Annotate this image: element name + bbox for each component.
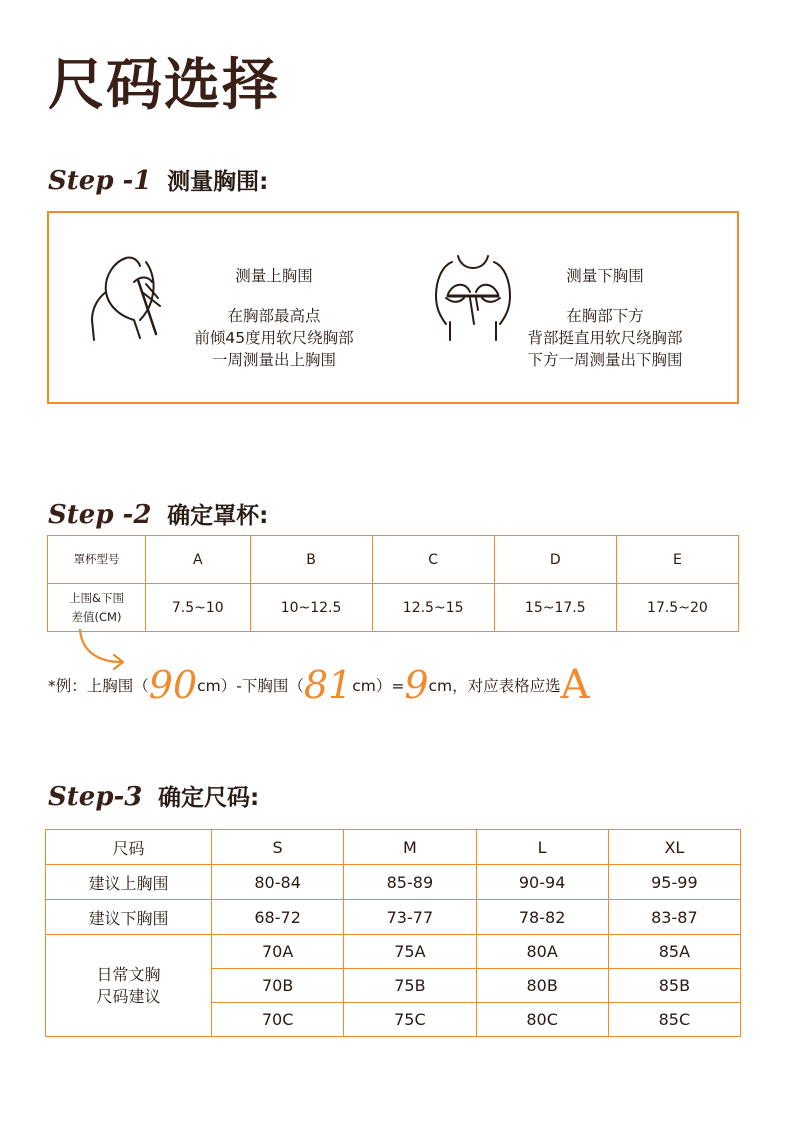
lower-bust-line: 在胸部下方	[566, 307, 644, 325]
step1-heading	[48, 168, 268, 194]
lower-bust-label: 建议下胸围	[46, 900, 212, 935]
step3-title: 确定尺码:	[158, 785, 260, 811]
page-title: 尺码选择	[48, 53, 280, 118]
size-cell: 85-89	[344, 865, 476, 900]
size-header-cell: XL	[608, 830, 740, 865]
diff-cell: 12.5~15	[372, 584, 494, 632]
cup-example	[48, 662, 590, 708]
diff-row-label	[48, 584, 146, 632]
size-cell: 80B	[476, 969, 608, 1003]
size-cell: 80C	[476, 1003, 608, 1037]
size-header-cell: S	[212, 830, 344, 865]
example-lower-value: 81	[303, 663, 353, 707]
upper-bust-label: 建议上胸围	[46, 865, 212, 900]
diff-cell: 17.5~20	[616, 584, 738, 632]
upper-bust-instructions	[174, 265, 374, 371]
diff-cell: 10~12.5	[250, 584, 372, 632]
size-cell: 80-84	[212, 865, 344, 900]
step3-label: Step-3	[48, 782, 143, 812]
step3-heading	[48, 784, 259, 810]
table-row	[46, 900, 741, 935]
step2-label: Step -2	[48, 500, 152, 530]
step2-title: 确定罩杯:	[167, 503, 269, 529]
lower-bust-illustration-icon	[430, 252, 516, 344]
cup-cell: D	[494, 536, 616, 584]
diff-cell: 7.5~10	[146, 584, 251, 632]
example-mid1: cm）-下胸围（	[197, 677, 304, 695]
table-row	[46, 830, 741, 865]
table-row	[46, 865, 741, 900]
size-header-cell: M	[344, 830, 476, 865]
step1-title: 测量胸围:	[167, 169, 269, 195]
size-cell: 83-87	[608, 900, 740, 935]
size-header-cell: 尺码	[46, 830, 212, 865]
size-cell: 68-72	[212, 900, 344, 935]
lower-bust-heading: 测量下胸围	[566, 267, 644, 285]
cup-cell: B	[250, 536, 372, 584]
size-header-cell: L	[476, 830, 608, 865]
example-cup: A	[560, 662, 590, 708]
size-cell: 75B	[344, 969, 476, 1003]
size-cell: 95-99	[608, 865, 740, 900]
lower-bust-instructions	[505, 265, 705, 371]
diff-cell: 15~17.5	[494, 584, 616, 632]
upper-bust-line: 前倾45度用软尺绕胸部	[194, 329, 354, 347]
upper-bust-illustration-icon	[86, 250, 178, 346]
size-cell: 70C	[212, 1003, 344, 1037]
size-cell: 85C	[608, 1003, 740, 1037]
upper-bust-line: 在胸部最高点	[227, 307, 321, 325]
upper-bust-heading: 测量上胸围	[235, 267, 313, 285]
daily-label-line: 尺码建议	[96, 986, 161, 1006]
step1-label: Step -1	[48, 166, 152, 196]
diff-label-line: 差值(CM)	[71, 609, 122, 624]
diff-label-line: 上围&下围	[69, 590, 124, 605]
daily-label-line: 日常文胸	[96, 964, 161, 984]
size-cell: 70A	[212, 935, 344, 969]
size-cell: 85A	[608, 935, 740, 969]
size-cell: 80A	[476, 935, 608, 969]
upper-bust-line: 一周测量出上胸围	[211, 351, 336, 369]
daily-bra-label	[46, 935, 212, 1037]
cup-cell: C	[372, 536, 494, 584]
size-cell: 90-94	[476, 865, 608, 900]
lower-bust-line: 下方一周测量出下胸围	[527, 351, 683, 369]
size-cell: 85B	[608, 969, 740, 1003]
table-row	[48, 536, 739, 584]
size-cell: 75C	[344, 1003, 476, 1037]
size-cell: 73-77	[344, 900, 476, 935]
example-suffix: cm，对应表格应选	[428, 677, 561, 695]
example-diff-value: 9	[404, 663, 429, 707]
cup-cell: A	[146, 536, 251, 584]
example-mid2: cm）=	[352, 677, 405, 695]
size-cell: 78-82	[476, 900, 608, 935]
table-row	[48, 584, 739, 632]
size-cell: 70B	[212, 969, 344, 1003]
size-cell: 75A	[344, 935, 476, 969]
lower-bust-line: 背部挺直用软尺绕胸部	[527, 329, 683, 347]
example-upper-value: 90	[148, 663, 198, 707]
size-table	[45, 829, 741, 1037]
table-row	[46, 935, 741, 969]
example-prefix: *例：上胸围（	[48, 677, 149, 695]
cup-cell: E	[616, 536, 738, 584]
step2-heading	[48, 502, 268, 528]
cup-row-label: 罩杯型号	[48, 536, 146, 584]
cup-table	[47, 535, 739, 632]
